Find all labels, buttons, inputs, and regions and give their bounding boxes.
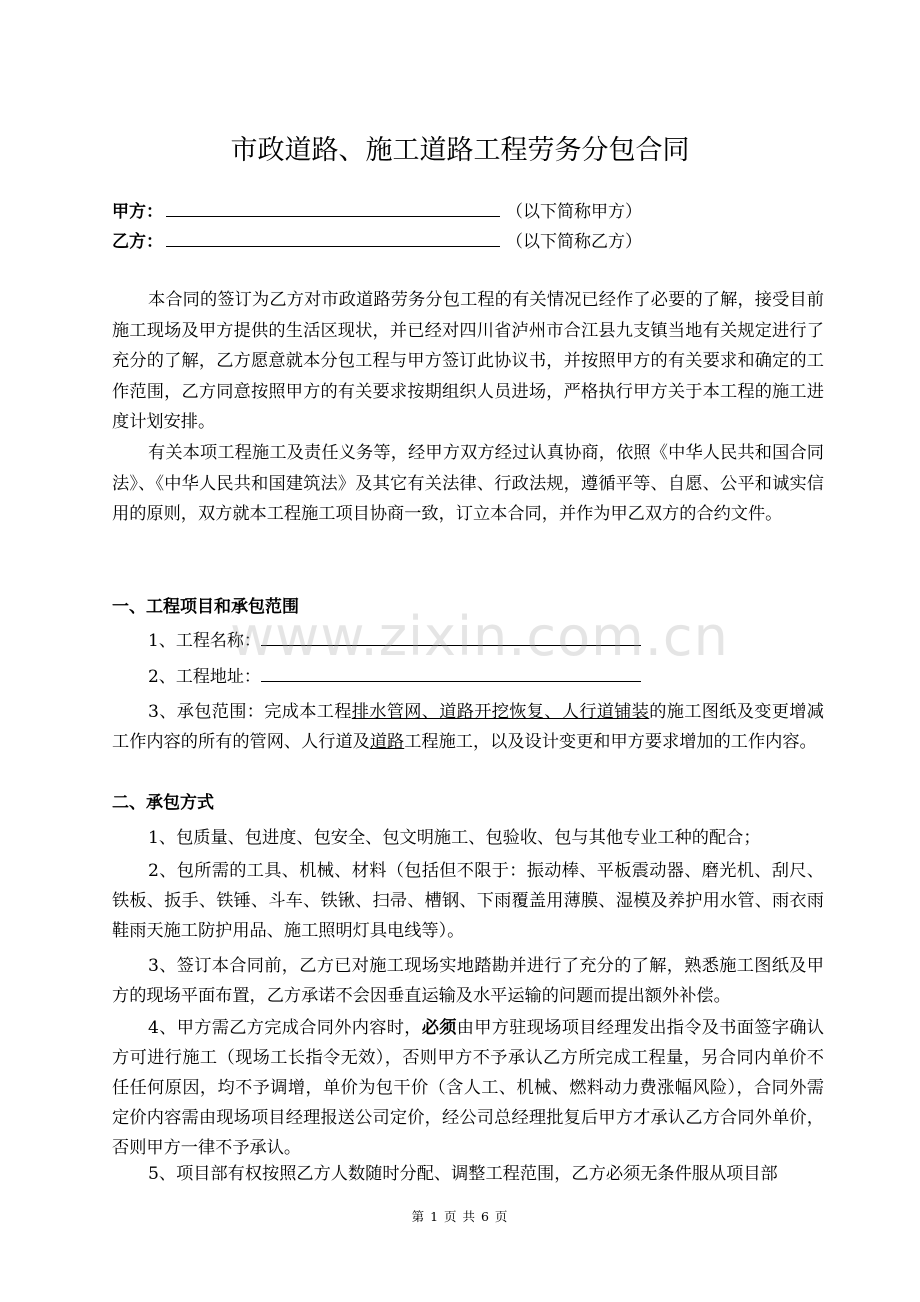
- contract-item-4: [112, 1013, 824, 1163]
- party-a-note: （以下简称甲方）: [506, 202, 642, 222]
- party-b-label: 乙方：: [112, 232, 163, 252]
- scope-underlined-works: 排水管网、道路开挖恢复、人行道铺装: [351, 702, 650, 722]
- scope-prefix: 3、承包范围：完成本工程: [148, 702, 352, 722]
- intro-paragraph-1: 本合同的签订为乙方对市政道路劳务分包工程的有关情况已经作了必要的了解，接受目前施工现场及甲方提供的生活区现状，并已经对四川省泸州市合江县九支镇当地有关规定进行了充分的了解，乙方愿意就本分包工程与甲方签订此协议书，并按照甲方的有关要求和确定的工作范围，乙方同意按照甲方的有关要求按期组织人员进场，严格执行甲方关于本工程的施工进度计划安排。: [112, 290, 824, 432]
- party-b-note: （以下简称乙方）: [506, 232, 642, 252]
- party-b-row: [112, 228, 642, 254]
- party-a-label: 甲方：: [112, 202, 163, 222]
- contract-item-5: 5、项目部有权按照乙方人数随时分配、调整工程范围，乙方必须无条件服从项目部: [148, 1164, 778, 1184]
- section-1-heading: 一、工程项目和承包范围: [112, 597, 299, 617]
- scope-middle: 的施工图纸及变更增减工作内容的所有的管网、人行道及: [112, 702, 824, 752]
- site-watermark: www.zixin.com.cn: [230, 605, 729, 668]
- party-b-blank-line: [166, 228, 500, 247]
- item-4-prefix: 4、甲方需乙方完成合同外内容时，: [148, 1018, 422, 1038]
- contract-item-2: 2、包所需的工具、机械、材料（包括但不限于：振动棒、平板震动器、磨光机、刮尺、铁板、扳手、铁锤、斗车、铁锹、扫帚、槽钢、下雨覆盖用薄膜、湿模及养护用水管、雨衣雨鞋雨天施工防护用品、施工照明灯具电线等）。: [112, 861, 824, 941]
- document-title: 市政道路、施工道路工程劳务分包合同: [230, 135, 690, 166]
- contract-item-1: 1、包质量、包进度、包安全、包文明施工、包验收、包与其他专业工种的配合；: [148, 828, 761, 848]
- scope-underlined-road: 道路: [369, 732, 405, 752]
- project-name-label: 1、工程名称：: [148, 631, 261, 651]
- party-a-row: [112, 198, 642, 224]
- project-address-label: 2、工程地址：: [148, 667, 261, 687]
- scope-paragraph: [112, 697, 824, 757]
- party-a-blank-line: [166, 198, 500, 217]
- item-4-suffix: 由甲方驻现场项目经理发出指令及书面签字确认方可进行施工（现场工长指令无效），否则甲方不予承认乙方所完成工程量，另合同内单价不任任何原因，均不予调增，单价为包干价（含人工、机械、燃料动力费涨幅风险），合同外需定价内容需由现场项目经理报送公司定价，经公司总经理批复后甲方才承认乙方合同外单价，否则甲方一律不予承认。: [112, 1018, 824, 1158]
- section-2-heading: 二、承包方式: [112, 793, 214, 813]
- intro-paragraph-2: 有关本项工程施工及责任义务等，经甲方双方经过认真协商，依照《中华人民共和国合同法》、《中华人民共和国建筑法》及其它有关法律、行政法规，遵循平等、自愿、公平和诚实信用的原则，双方就本工程施工项目协商一致，订立本合同，并作为甲乙双方的合约文件。: [112, 443, 824, 524]
- contract-item-3: 3、签订本合同前，乙方已对施工现场实地踏勘并进行了充分的了解，熟悉施工图纸及甲方的现场平面布置，乙方承诺不会因垂直运输及水平运输的问题而提出额外补偿。: [112, 956, 824, 1006]
- item-4-emphasis: 必须: [421, 1018, 457, 1038]
- page-footer: 第 1 页 共 6 页: [411, 1209, 509, 1224]
- scope-suffix: 工程施工，以及设计变更和甲方要求增加的工作内容。: [404, 732, 817, 752]
